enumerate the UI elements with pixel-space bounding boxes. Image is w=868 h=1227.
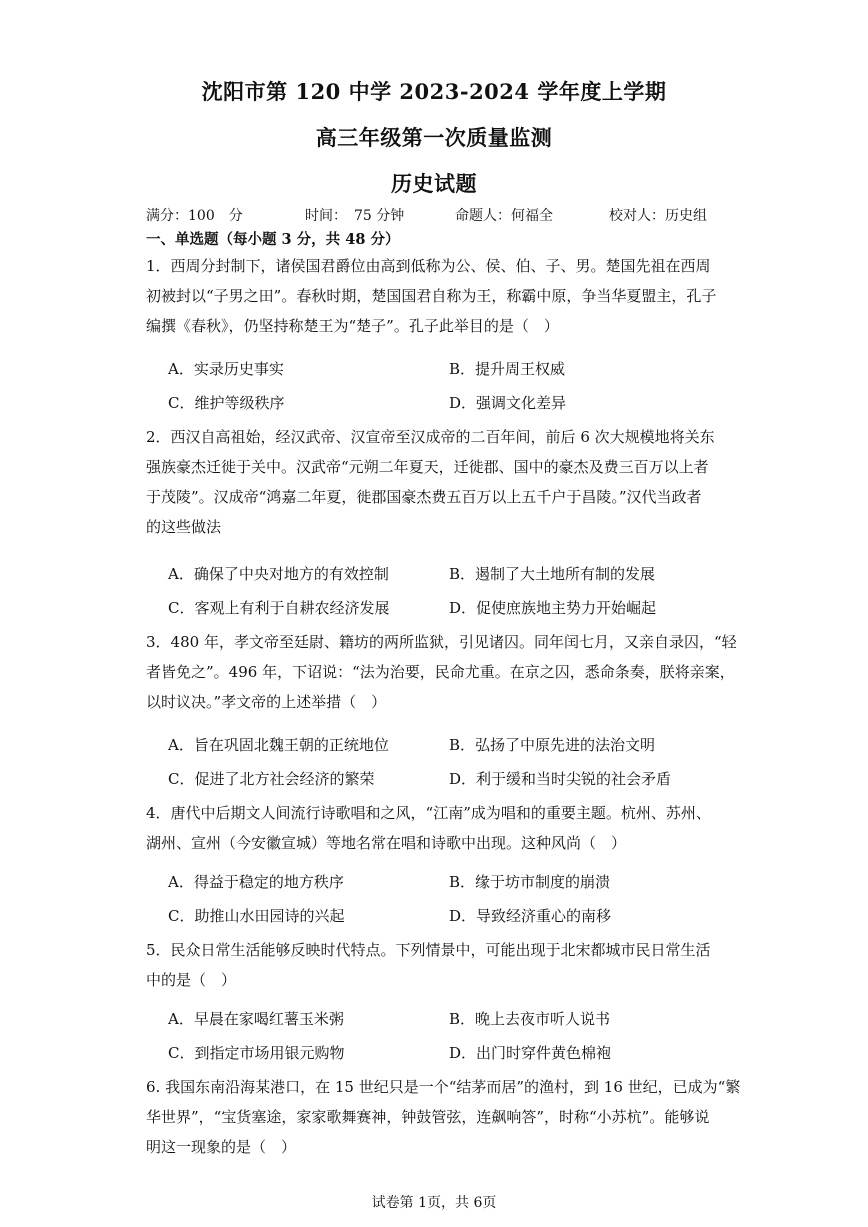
question-line: 4．唐代中后期文人间流行诗歌唱和之风，“江南”成为唱和的重要主题。杭州、苏州、	[146, 804, 711, 822]
option-b: B．弘扬了中原先进的法治文明	[449, 736, 656, 754]
question-line: 3．480 年，孝文帝至廷尉、籍坊的两所监狱，引见诸囚。同年闰七月，又亲自录囚，“轻	[146, 633, 737, 651]
exam-subject-title: 历史试题	[391, 171, 477, 196]
option-c: C．客观上有利于自耕农经济发展	[168, 599, 390, 617]
exam-meta-row	[146, 205, 746, 225]
proofreader: 校对人：历史组	[609, 208, 707, 224]
option-b: B．提升周王权威	[449, 360, 566, 378]
option-a: A．确保了中央对地方的有效控制	[168, 565, 389, 583]
question-stem	[146, 798, 726, 858]
question-line: 编撰《春秋》，仍坚持称楚王为“楚子”。孔子此举目的是（ ）	[146, 317, 559, 335]
option-a: A．早晨在家喝红薯玉米粥	[168, 1010, 344, 1028]
question-line: 的这些做法	[146, 518, 222, 536]
question-stem	[146, 251, 726, 341]
question-line: 5．民众日常生活能够反映时代特点。下列情景中，可能出现于北宋都城市民日常生活	[146, 941, 711, 959]
option-d: D．利于缓和当时尖锐的社会矛盾	[449, 770, 672, 788]
option-d: D．强调文化差异	[449, 394, 567, 412]
question-stem	[146, 627, 737, 717]
option-a: A．实录历史事实	[168, 360, 284, 378]
option-c: C．维护等级秩序	[168, 394, 285, 412]
full-score: 满分：100 分	[146, 208, 243, 224]
option-d: D．出门时穿件黄色棉袍	[449, 1044, 612, 1062]
exam-title-line1: 沈阳市第 120 中学 2023-2024 学年度上学期	[201, 79, 667, 104]
question-line: 华世界”，“宝货塞途，家家歌舞赛神，钟鼓管弦，连飙响答”，时称“小苏杭”。能够说	[146, 1108, 710, 1126]
page-footer: 试卷第 1页，共 6页	[371, 1195, 497, 1211]
option-c: C．促进了北方社会经济的繁荣	[168, 770, 375, 788]
option-a: A．得益于稳定的地方秩序	[168, 873, 344, 891]
question-line: 6. 我国东南沿海某港口，在 15 世纪只是一个“结茅而居”的渔村，到 16 世纪，已成为“繁	[146, 1078, 741, 1096]
option-b: B．缘于坊市制度的崩溃	[449, 873, 611, 891]
option-c: C．助推山水田园诗的兴起	[168, 907, 345, 925]
exam-time: 时间： 75 分钟	[305, 208, 405, 224]
option-a: A．旨在巩固北魏王朝的正统地位	[168, 736, 389, 754]
question-line: 初被封以“子男之田”。春秋时期，楚国国君自称为王，称霸中原，争当华夏盟主，孔子	[146, 287, 717, 305]
option-d: D．导致经济重心的南移	[449, 907, 612, 925]
question-line: 中的是（ ）	[146, 971, 237, 989]
section-heading: 一、单选题（每小题 3 分，共 48 分）	[146, 231, 400, 248]
question-author: 命题人：何福全	[455, 208, 553, 224]
question-line: 明这一现象的是（ ）	[146, 1138, 297, 1156]
option-c: C．到指定市场用银元购物	[168, 1044, 345, 1062]
question-line: 以时议决。”孝文帝的上述举措（ ）	[146, 693, 387, 711]
question-line: 2．西汉自高祖始，经汉武帝、汉宣帝至汉成帝的二百年间，前后 6 次大规模地将关东	[146, 428, 715, 446]
question-stem	[146, 1072, 741, 1162]
exam-title-line2: 高三年级第一次质量监测	[315, 125, 553, 150]
question-line: 于茂陵”。汉成帝“鸿嘉二年夏，徙郡国豪杰费五百万以上五千户于昌陵。”汉代当政者	[146, 488, 702, 506]
question-line: 强族豪杰迁徙于关中。汉武帝“元朔二年夏天，迁徙郡、国中的豪杰及费三百万以上者	[146, 458, 709, 476]
question-line: 1．西周分封制下，诸侯国君爵位由高到低称为公、侯、伯、子、男。楚国先祖在西周	[146, 257, 711, 275]
option-b: B．遏制了大土地所有制的发展	[449, 565, 656, 583]
question-stem	[146, 935, 726, 995]
question-line: 湖州、宣州（今安徽宣城）等地名常在唱和诗歌中出现。这种风尚（ ）	[146, 834, 627, 852]
question-stem	[146, 422, 726, 542]
option-b: B．晚上去夜市听人说书	[449, 1010, 611, 1028]
option-d: D．促使庶族地主势力开始崛起	[449, 599, 657, 617]
question-line: 者皆免之”。496 年，下诏说：“法为治要，民命尤重。在京之囚，悉命条奏，朕将亲案，	[146, 663, 735, 681]
